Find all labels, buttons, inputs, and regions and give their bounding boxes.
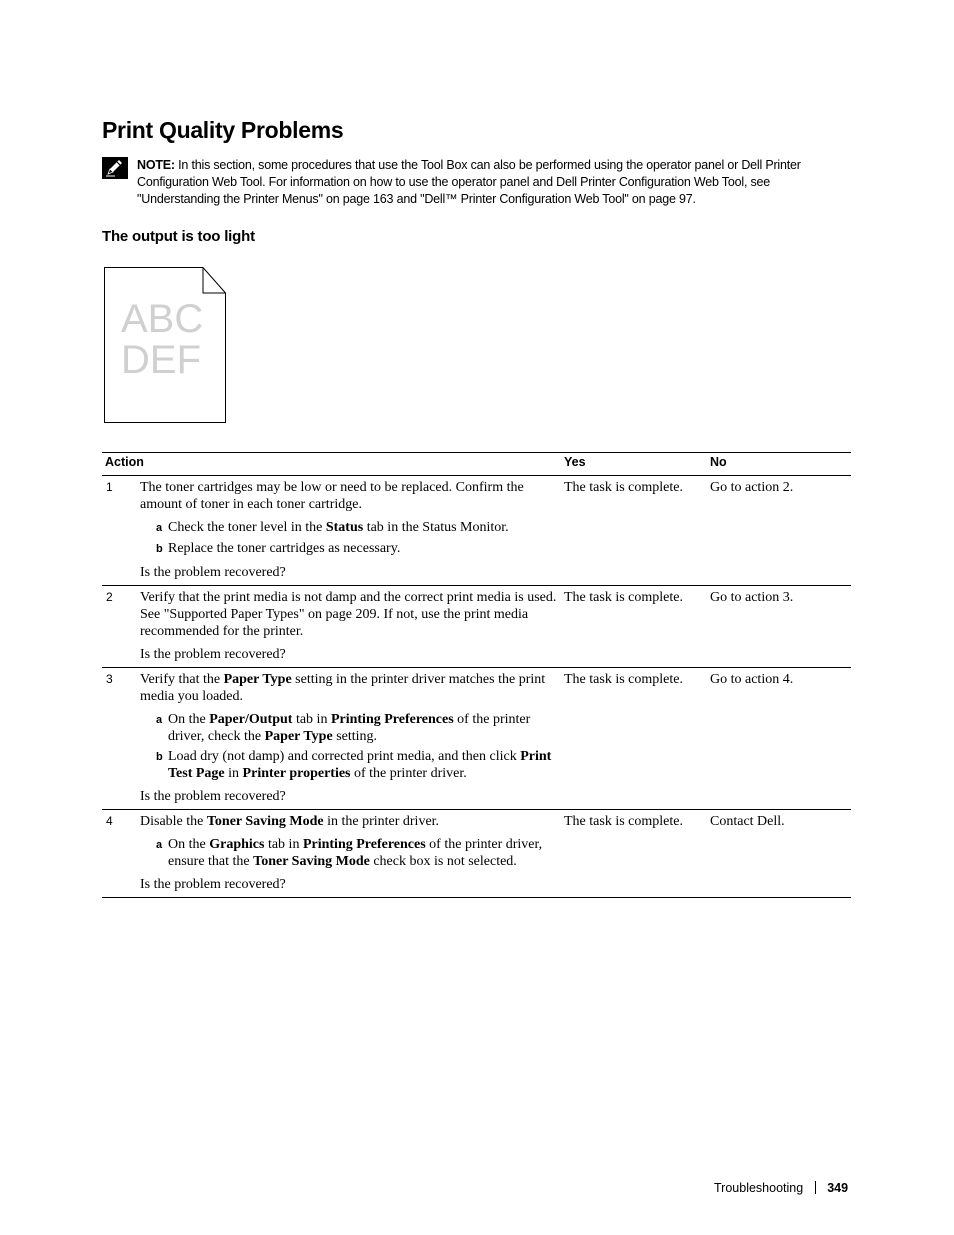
substep-text-part: On the: [168, 837, 210, 852]
table-row: [102, 476, 851, 586]
substep-text-part: of the printer driver, ensure that the: [168, 837, 543, 869]
sample-text-line2: DEF: [121, 338, 201, 382]
substep: [140, 711, 558, 745]
substep: [140, 748, 558, 782]
substep-label: a: [156, 714, 163, 726]
section-title: The output is too light: [102, 228, 255, 245]
action-text-part: Verify that the: [140, 672, 224, 687]
substep-text-part: tab in the Status Monitor.: [363, 520, 509, 535]
action-text: The toner cartridges may be low or need to be replaced. Confirm the amount of toner in each toner cartridge.: [140, 480, 524, 512]
note-text-part: can also be performed using the operator panel or: [467, 158, 742, 172]
ui-term: Toner Saving Mode: [253, 854, 370, 869]
substep-text-part: check box is not selected.: [369, 854, 517, 869]
action-text-part: Disable the: [140, 814, 207, 829]
substep-text-part: Load dry (not damp) and corrected print media, and then click: [168, 749, 521, 764]
no-result: Go to action 4.: [707, 668, 851, 810]
substep-text-part: setting.: [332, 729, 378, 744]
ui-term: Toner Saving Mode: [206, 814, 324, 829]
substep: [140, 836, 558, 870]
table-row: [102, 586, 851, 668]
action-number: 2: [102, 586, 137, 668]
note-text-part: In this section, some procedures that use the: [174, 158, 421, 172]
substep-text-part: of the printer driver, check the: [168, 712, 531, 744]
page-footer: [714, 1181, 848, 1195]
action-description: [137, 668, 561, 810]
note-text-part: , see "Understanding the Printer Menus" on page 163 and "Dell™ Printer Configuration Web Tool" on page 97.: [137, 175, 771, 206]
no-result: Contact Dell.: [707, 810, 851, 898]
action-number: 3: [102, 668, 137, 810]
substep-text-part: in: [224, 766, 243, 781]
substep-text-part: of the printer driver.: [350, 766, 467, 781]
substep-text: Replace the toner cartridges as necessary.: [168, 541, 401, 556]
page-number: 349: [827, 1181, 849, 1195]
ui-term: Paper Type: [223, 672, 292, 687]
action-text-part: setting in the printer driver matches the print media you loaded.: [140, 672, 546, 704]
action-number: 4: [102, 810, 137, 898]
yes-result: The task is complete.: [561, 668, 707, 810]
table-row: [102, 810, 851, 898]
action-description: [137, 476, 561, 586]
no-result: Go to action 3.: [707, 586, 851, 668]
note-pencil-icon: [102, 157, 128, 179]
light-print-sample-illustration: [103, 266, 227, 424]
action-text: Verify that the print media is not damp and the correct print media is used. See "Supported Paper Types" on page 209. If not, use the print media recommended for the printer.: [140, 590, 557, 639]
question-text: Is the problem recovered?: [140, 565, 286, 580]
action-number: 1: [102, 476, 137, 586]
ui-term: Printing Preferences: [330, 712, 454, 727]
tool-box-ref: Tool Box: [420, 158, 468, 172]
substep-text-part: tab in: [264, 837, 303, 852]
ui-term: Printer properties: [242, 766, 351, 781]
action-description: [137, 810, 561, 898]
substep: [140, 540, 558, 558]
substep-label: a: [156, 839, 163, 851]
substep-text: [168, 836, 558, 870]
question-text: Is the problem recovered?: [140, 647, 286, 662]
ui-term: Status: [325, 520, 364, 535]
substep-label: a: [156, 522, 163, 534]
substep-text-part: On the: [168, 712, 210, 727]
action-text-part: in the printer driver.: [323, 814, 440, 829]
header-action: Action: [102, 453, 561, 476]
sample-text-line1: ABC: [121, 297, 204, 341]
action-table: [102, 452, 851, 898]
yes-result: The task is complete.: [561, 586, 707, 668]
ui-term: Paper Type: [264, 729, 333, 744]
table-row: [102, 668, 851, 810]
header-yes: Yes: [561, 453, 707, 476]
no-result: Go to action 2.: [707, 476, 851, 586]
web-tool-ref: Dell Printer Configuration Web Tool: [556, 175, 744, 189]
ui-term: Paper/Output: [209, 712, 293, 727]
ui-term: Print Test Page: [168, 749, 552, 781]
action-text: [140, 813, 558, 830]
substep-label: b: [156, 543, 163, 555]
footer-divider: [815, 1181, 816, 1194]
table-header-row: [102, 453, 851, 476]
question-text: Is the problem recovered?: [140, 877, 286, 892]
ui-term: Graphics: [209, 837, 265, 852]
substep: [140, 519, 558, 537]
substep-label: b: [156, 751, 163, 763]
ui-term: Printing Preferences: [302, 837, 426, 852]
substep-text: [168, 711, 558, 745]
footer-section: Troubleshooting: [714, 1181, 804, 1195]
page-title: Print Quality Problems: [102, 117, 344, 143]
yes-result: The task is complete.: [561, 810, 707, 898]
yes-result: The task is complete.: [561, 476, 707, 586]
substep-text: [168, 519, 558, 537]
note-label: NOTE:: [137, 158, 175, 172]
substep-text-part: tab in: [292, 712, 331, 727]
header-no: No: [707, 453, 851, 476]
web-tool-ref: Dell Printer Configuration Web Tool: [137, 158, 801, 189]
note-text: [137, 157, 852, 208]
action-text: [140, 671, 558, 705]
action-description: [137, 586, 561, 668]
substep-text-part: Check the toner level in the: [168, 520, 326, 535]
substep-text: [168, 748, 558, 782]
question-text: Is the problem recovered?: [140, 789, 286, 804]
note-text-part: . For information on how to use the operator panel and: [262, 175, 557, 189]
